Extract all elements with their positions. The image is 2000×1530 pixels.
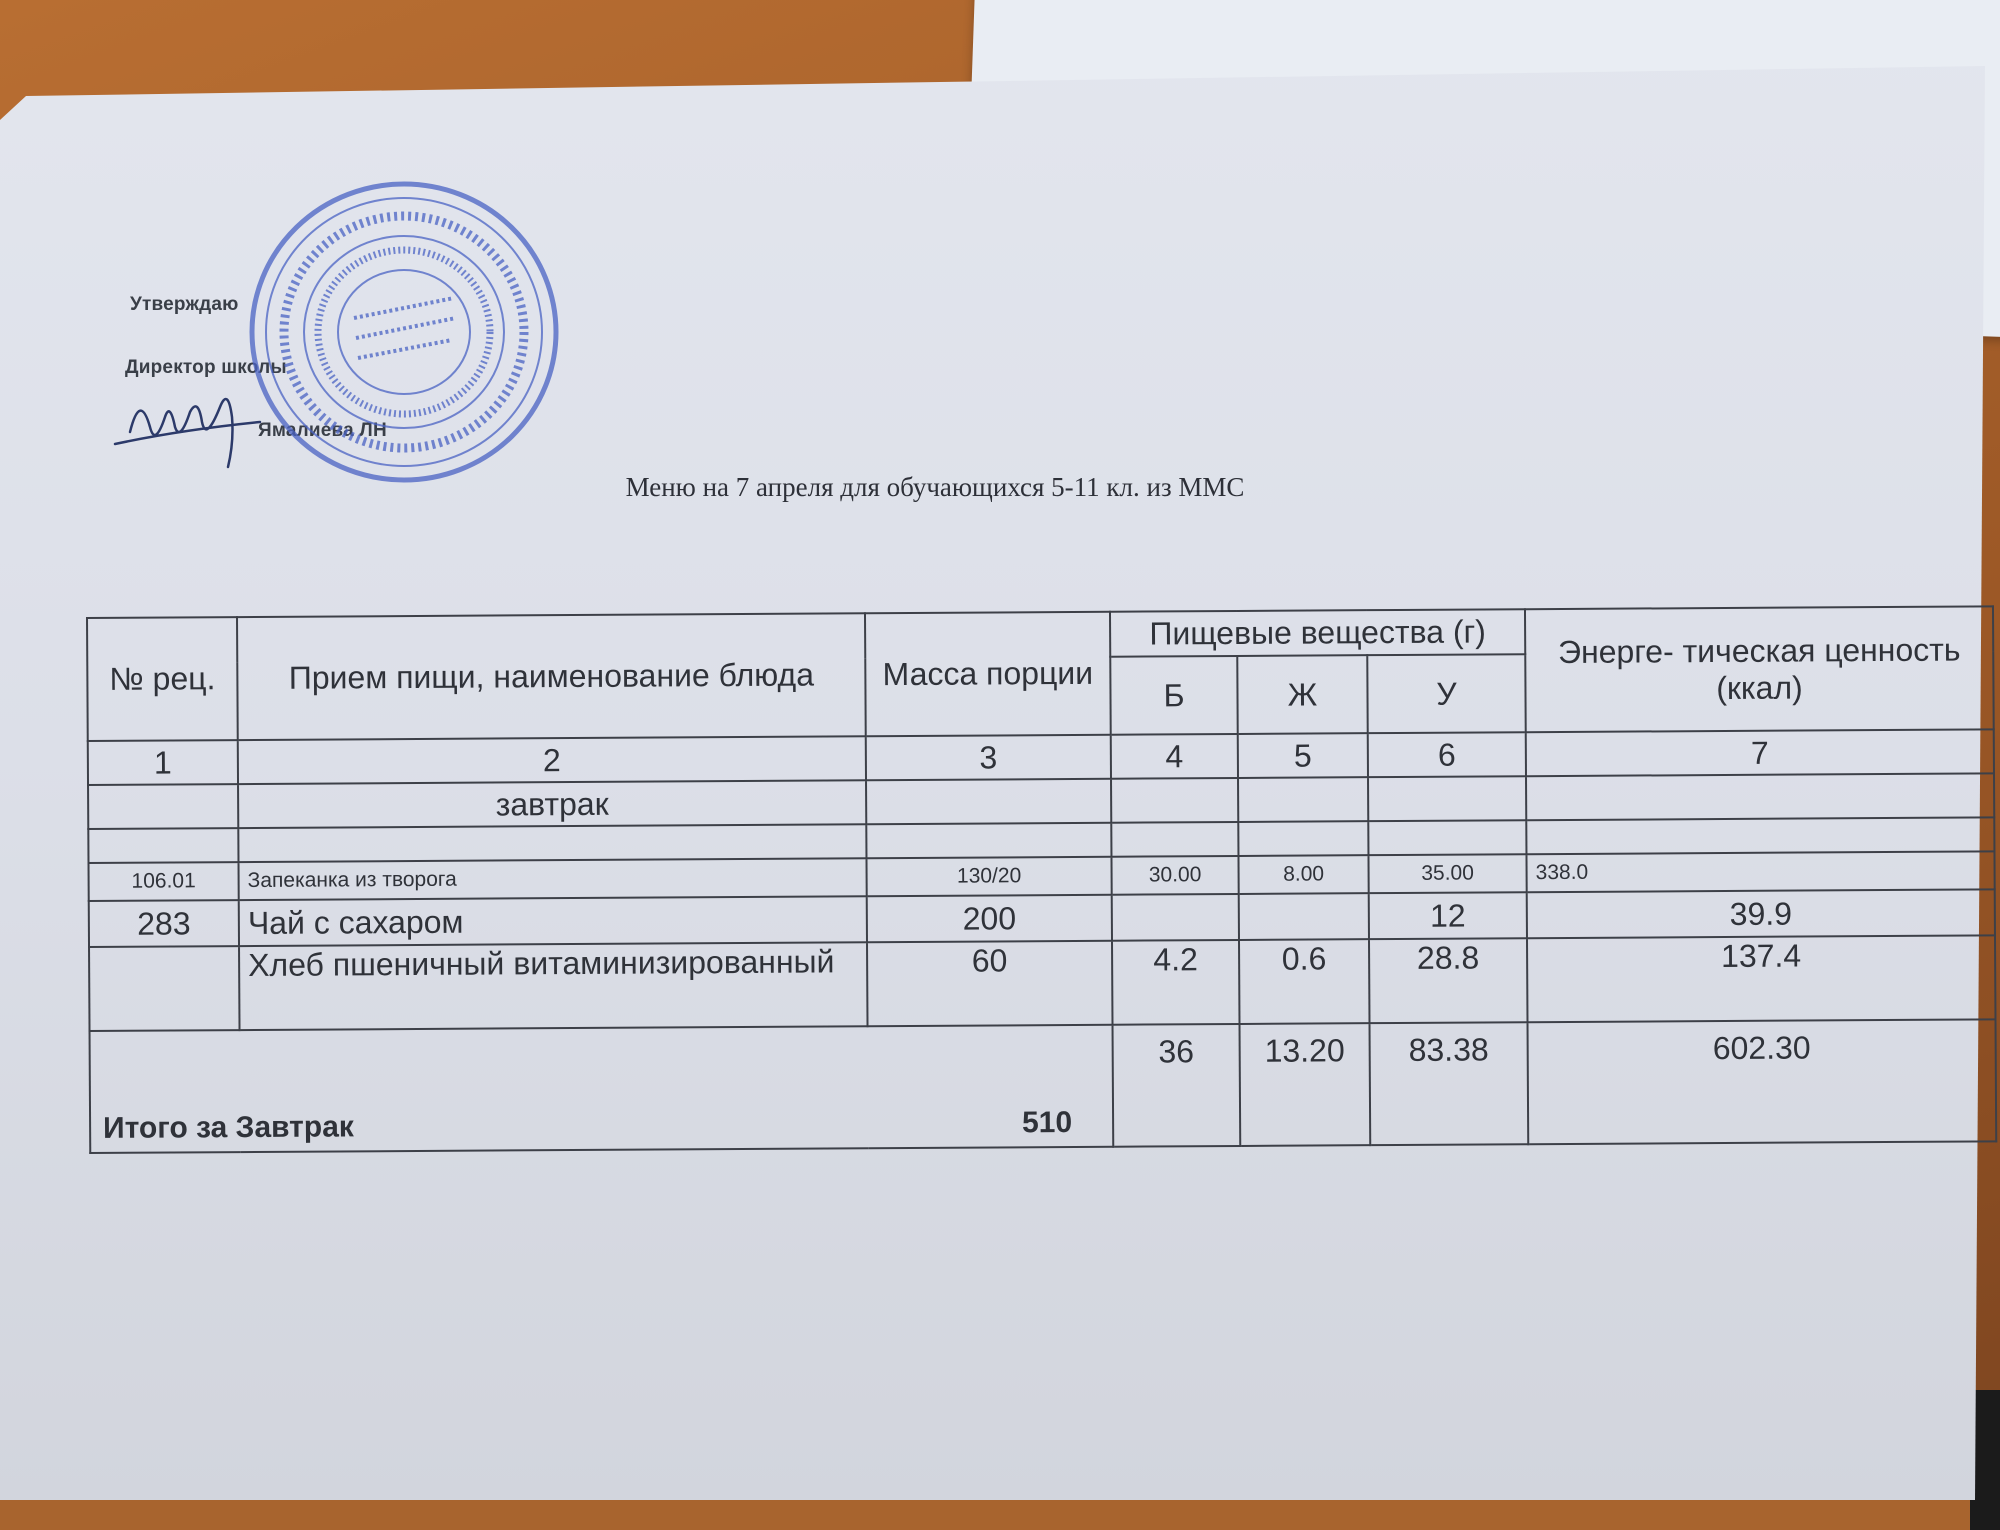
- meal-name-cell: Чай с сахаром: [239, 896, 867, 946]
- fat-cell: 0.6: [1239, 939, 1370, 1024]
- fat-cell: 8.00: [1238, 855, 1368, 894]
- menu-table: [86, 605, 1997, 1154]
- header-carbs: У: [1367, 654, 1526, 733]
- header-energy: Энерге- тическая ценность (ккал): [1525, 606, 1994, 732]
- column-number: 4: [1111, 734, 1238, 779]
- recipe-no-cell: 283: [89, 900, 239, 947]
- protein-cell: [1112, 894, 1239, 941]
- mass-cell: 130/20: [866, 857, 1111, 896]
- total-carbs: 83.38: [1370, 1022, 1529, 1145]
- column-number: 1: [88, 740, 238, 785]
- meal-name-cell: Запеканка из творога: [238, 858, 866, 900]
- total-protein: 36: [1113, 1024, 1241, 1147]
- handwritten-signature: [110, 372, 270, 472]
- mass-cell: 60: [867, 941, 1113, 1026]
- header-protein: Б: [1110, 656, 1237, 735]
- section-label: завтрак: [238, 780, 866, 828]
- energy-cell: 39.9: [1527, 889, 1995, 938]
- total-label-cell: [90, 1025, 1114, 1153]
- column-number: 2: [238, 736, 866, 784]
- table-header-row: [87, 606, 1993, 663]
- carbs-cell: 12: [1369, 892, 1527, 939]
- recipe-no-cell: [89, 946, 240, 1031]
- director-position-label: Директор школы: [125, 357, 287, 378]
- mass-cell: 200: [867, 895, 1112, 942]
- total-label: Итого за Завтрак: [103, 1109, 354, 1145]
- header-fat: Ж: [1237, 655, 1367, 734]
- energy-cell: 137.4: [1527, 935, 1996, 1022]
- recipe-no-cell: 106.01: [89, 862, 239, 901]
- menu-title: Меню на 7 апреля для обучающихся 5-11 кл. из ММС: [625, 472, 1245, 502]
- protein-cell: 30.00: [1111, 856, 1238, 895]
- protein-cell: 4.2: [1112, 940, 1240, 1025]
- carbs-cell: 28.8: [1369, 938, 1528, 1023]
- total-fat: 13.20: [1240, 1023, 1371, 1146]
- column-number: 3: [866, 735, 1111, 780]
- header-meal-name: Прием пищи, наименование блюда: [237, 613, 866, 740]
- round-seal-stamp-icon: [246, 178, 562, 486]
- header-nutrients-group: Пищевые вещества (г): [1110, 609, 1525, 657]
- column-number: 6: [1368, 732, 1526, 777]
- total-row: [90, 1019, 1997, 1153]
- header-recipe-no: № рец.: [87, 617, 238, 741]
- signatory-name: Ямалиева ЛН: [258, 420, 387, 441]
- energy-cell: 338.0: [1527, 851, 1995, 892]
- meal-name-cell: Хлеб пшеничный витаминизированный: [239, 942, 868, 1030]
- table-row: [89, 935, 1996, 1031]
- column-number: 7: [1526, 729, 1994, 776]
- fat-cell: [1239, 893, 1369, 940]
- total-mass: 510: [1021, 1105, 1073, 1139]
- header-portion-mass: Масса порции: [865, 612, 1111, 736]
- total-energy: 602.30: [1528, 1019, 1997, 1144]
- column-number: 5: [1238, 733, 1368, 778]
- carbs-cell: 35.00: [1368, 854, 1526, 893]
- approve-label: Утверждаю: [130, 294, 239, 315]
